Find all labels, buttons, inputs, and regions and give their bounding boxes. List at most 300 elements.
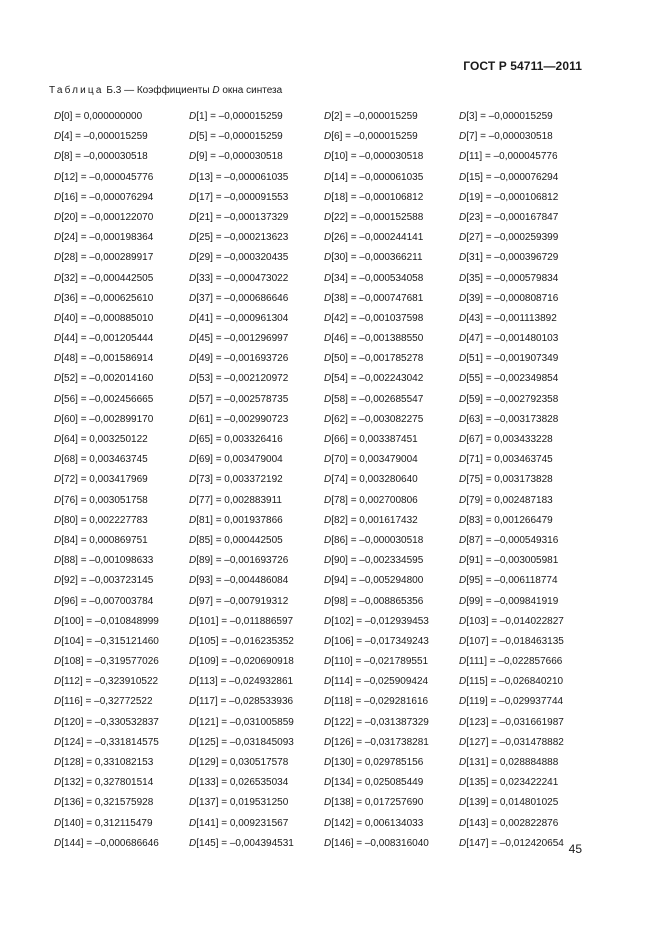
coefficient-cell [189, 776, 324, 796]
coefficient-cell [54, 372, 189, 392]
coefficient-cell [324, 433, 459, 453]
coefficient-symbol: D [54, 615, 62, 627]
coefficient-symbol: D [459, 131, 467, 143]
coefficient-value: [55] = –0,002349854 [466, 373, 559, 385]
coefficient-value: [135] = 0,023422241 [466, 777, 559, 789]
coefficient-value: [124] = –0,331814575 [61, 736, 159, 748]
coefficient-symbol: D [324, 111, 332, 122]
coefficient-value: [90] = –0,002334595 [331, 555, 424, 567]
coefficient-value: [131] = 0,028884888 [466, 757, 559, 768]
coefficient-cell [54, 776, 189, 796]
coefficient-cell [324, 372, 459, 392]
coefficient-value: [112] = –0,323910522 [61, 676, 159, 688]
coefficient-symbol: D [189, 736, 197, 748]
coefficient-value: [46] = –0,001388550 [331, 333, 424, 345]
coefficient-cell [189, 332, 324, 352]
coefficient-value: [146] = –0,008316040 [331, 837, 429, 849]
coefficient-symbol: D [189, 413, 197, 425]
coefficient-cell [189, 473, 324, 493]
coefficient-cell [54, 110, 189, 130]
coefficient-symbol: D [189, 353, 197, 365]
coefficient-value: [34] = –0,000534058 [331, 272, 424, 284]
coefficient-symbol: D [459, 716, 467, 728]
coefficient-symbol: D [189, 393, 197, 405]
coefficient-symbol: D [459, 413, 467, 425]
coefficient-value: [109] = –0,020690918 [196, 656, 294, 668]
coefficient-value: [61] = –0,002990723 [196, 413, 289, 425]
coefficient-value: [115] = –0,026840210 [466, 676, 564, 688]
coefficient-value: [117] = –0,028533936 [196, 696, 294, 708]
coefficient-symbol: D [324, 615, 332, 627]
coefficient-cell [324, 231, 459, 251]
coefficient-symbol: D [54, 272, 62, 284]
coefficient-symbol: D [459, 676, 467, 688]
coefficient-value: [32] = –0,000442505 [61, 272, 154, 284]
coefficient-value: [143] = 0,002822876 [466, 817, 559, 829]
coefficient-symbol: D [459, 393, 467, 405]
coefficient-value: [126] = –0,031738281 [331, 736, 429, 748]
coefficient-value: [37] = –0,000686646 [196, 292, 289, 304]
coefficient-value: [41] = –0,000961304 [196, 312, 289, 324]
coefficient-cell [324, 494, 459, 514]
coefficient-value: [125] = –0,031845093 [196, 736, 294, 748]
coefficient-value: [113] = –0,024932861 [196, 676, 294, 688]
coefficient-symbol: D [459, 817, 467, 829]
coefficient-symbol: D [324, 777, 332, 789]
coefficient-cell [54, 433, 189, 453]
coefficient-value: [43] = –0,001113892 [466, 312, 557, 324]
coefficient-symbol: D [189, 333, 197, 345]
coefficient-cell [54, 171, 189, 191]
coefficient-cell [54, 453, 189, 473]
coefficient-value: [29] = –0,000320435 [196, 252, 289, 264]
coefficient-symbol: D [189, 514, 197, 526]
coefficient-symbol: D [189, 494, 197, 506]
coefficient-symbol: D [54, 312, 62, 324]
coefficient-symbol: D [189, 151, 197, 163]
coefficient-value: [97] = –0,007919312 [196, 595, 289, 607]
page-number: 45 [568, 842, 582, 856]
coefficient-value: [66] = 0,003387451 [331, 434, 418, 445]
coefficient-cell [189, 433, 324, 453]
coefficient-symbol: D [324, 494, 332, 506]
coefficient-cell [189, 817, 324, 837]
coefficient-cell [54, 736, 189, 756]
coefficient-symbol: D [324, 454, 332, 466]
coefficient-cell [324, 695, 459, 715]
coefficient-symbol: D [324, 635, 332, 647]
coefficient-value: [105] = –0,016235352 [196, 635, 294, 647]
coefficient-value: [88] = –0,001098633 [61, 555, 154, 567]
coefficient-value: [73] = 0,003372192 [196, 474, 283, 486]
coefficient-symbol: D [54, 514, 62, 526]
coefficient-cell [54, 595, 189, 615]
coefficient-symbol: D [459, 151, 467, 163]
coefficient-symbol: D [324, 232, 332, 244]
coefficient-symbol: D [324, 474, 332, 486]
coefficient-value: [65] = 0,003326416 [196, 434, 283, 445]
coefficient-value: [107] = –0,018463135 [466, 635, 564, 647]
coefficient-symbol: D [324, 534, 332, 546]
coefficient-symbol: D [324, 514, 332, 526]
coefficient-value: [133] = 0,026535034 [196, 777, 289, 789]
coefficient-symbol: D [189, 555, 197, 567]
coefficient-cell [459, 433, 594, 453]
coefficient-cell [189, 796, 324, 816]
coefficient-symbol: D [54, 353, 62, 365]
coefficient-value: [123] = –0,031661987 [466, 716, 564, 728]
coefficient-cell [189, 171, 324, 191]
coefficient-value: [26] = –0,000244141 [331, 232, 424, 244]
coefficient-value: [144] = –0,000686646 [61, 837, 159, 849]
coefficient-symbol: D [54, 252, 62, 264]
coefficient-cell [189, 494, 324, 514]
coefficient-value: [94] = –0,005294800 [331, 575, 424, 587]
coefficient-symbol: D [54, 474, 62, 486]
coefficient-value: [53] = –0,002120972 [196, 373, 289, 385]
coefficient-value: [96] = –0,007003784 [61, 595, 154, 607]
coefficient-cell [189, 211, 324, 231]
coefficient-value: [116] = –0,32772522 [61, 696, 153, 708]
coefficient-cell [459, 796, 594, 816]
coefficient-symbol: D [459, 333, 467, 345]
coefficient-value: [142] = 0,006134033 [331, 817, 424, 829]
coefficient-symbol: D [189, 474, 197, 486]
coefficient-value: [50] = –0,001785278 [331, 353, 424, 365]
coefficient-cell [324, 352, 459, 372]
coefficient-cell [54, 635, 189, 655]
coefficient-value: [28] = –0,000289917 [61, 252, 154, 264]
coefficient-cell [459, 393, 594, 413]
coefficient-value: [35] = –0,000579834 [466, 272, 559, 284]
coefficient-symbol: D [459, 272, 467, 284]
coefficient-symbol: D [54, 575, 62, 587]
coefficient-value: [119] = –0,029937744 [466, 696, 564, 708]
coefficient-cell [459, 776, 594, 796]
coefficient-symbol: D [54, 151, 62, 163]
coefficient-value: [114] = –0,025909424 [331, 676, 429, 688]
coefficient-value: [39] = –0,000808716 [466, 292, 559, 304]
coefficient-symbol: D [189, 373, 197, 385]
coefficient-value: [57] = –0,002578735 [196, 393, 289, 405]
coefficient-symbol: D [324, 434, 332, 445]
coefficient-cell [54, 837, 189, 857]
coefficient-symbol: D [54, 595, 62, 607]
coefficient-symbol: D [324, 716, 332, 728]
coefficient-symbol: D [459, 777, 467, 789]
coefficient-value: [127] = –0,031478882 [466, 736, 564, 748]
coefficient-symbol: D [324, 696, 332, 708]
coefficient-value: [82] = 0,001617432 [331, 514, 418, 526]
coefficient-cell [324, 615, 459, 635]
coefficient-value: [121] = –0,031005859 [196, 716, 294, 728]
coefficient-symbol: D [324, 252, 332, 264]
coefficient-cell [324, 453, 459, 473]
coefficient-cell [54, 473, 189, 493]
caption-number: Б.3 — Коэффициенты [103, 85, 213, 96]
coefficient-cell [459, 352, 594, 372]
coefficient-value: [36] = –0,000625610 [61, 292, 154, 304]
coefficient-cell [189, 191, 324, 211]
coefficient-cell [459, 817, 594, 837]
coefficient-value: [92] = –0,003723145 [61, 575, 154, 587]
coefficient-cell [324, 272, 459, 292]
coefficient-cell [189, 110, 324, 130]
coefficient-cell [459, 534, 594, 554]
coefficient-symbol: D [324, 353, 332, 365]
coefficient-symbol: D [459, 111, 467, 122]
coefficient-value: [44] = –0,001205444 [61, 333, 154, 345]
coefficient-symbol: D [324, 575, 332, 587]
coefficient-cell [54, 231, 189, 251]
coefficient-symbol: D [324, 555, 332, 567]
coefficient-symbol: D [54, 191, 62, 203]
coefficient-symbol: D [459, 494, 467, 506]
coefficient-symbol: D [459, 514, 467, 526]
coefficient-cell [459, 595, 594, 615]
coefficient-cell [54, 514, 189, 534]
coefficient-symbol: D [189, 817, 197, 829]
coefficient-cell [459, 231, 594, 251]
coefficient-symbol: D [189, 111, 197, 122]
coefficient-cell [54, 695, 189, 715]
coefficient-value: [134] = 0,025085449 [331, 777, 424, 789]
coefficient-value: [8] = –0,000030518 [61, 151, 148, 163]
coefficient-cell [324, 796, 459, 816]
coefficient-symbol: D [54, 333, 62, 345]
coefficient-value: [20] = –0,000122070 [61, 211, 154, 223]
caption-suffix: окна синтеза [219, 85, 283, 96]
coefficient-cell [324, 595, 459, 615]
coefficient-cell [459, 473, 594, 493]
coefficient-value: [110] = –0,021789551 [331, 656, 429, 668]
coefficient-symbol: D [189, 272, 197, 284]
coefficient-symbol: D [189, 797, 197, 809]
coefficient-symbol: D [54, 837, 62, 849]
coefficient-value: [40] = –0,000885010 [61, 312, 154, 324]
coefficient-value: [38] = –0,000747681 [331, 292, 424, 304]
coefficient-value: [102] = –0,012939453 [331, 615, 429, 627]
coefficient-cell [189, 312, 324, 332]
coefficient-cell [189, 251, 324, 271]
coefficient-value: [33] = –0,000473022 [196, 272, 289, 284]
coefficient-symbol: D [324, 676, 332, 688]
coefficient-cell [324, 292, 459, 312]
coefficient-symbol: D [189, 575, 197, 587]
coefficient-symbol: D [54, 292, 62, 304]
coefficient-cell [54, 756, 189, 776]
coefficient-cell [189, 574, 324, 594]
coefficient-cell [459, 251, 594, 271]
coefficient-symbol: D [189, 454, 197, 466]
coefficient-value: [111] = –0,022857666 [466, 656, 563, 668]
coefficient-cell [54, 655, 189, 675]
coefficient-cell [459, 110, 594, 130]
coefficient-cell [324, 655, 459, 675]
coefficient-cell [459, 130, 594, 150]
coefficient-symbol: D [54, 555, 62, 567]
coefficient-cell [54, 332, 189, 352]
coefficient-value: [2] = –0,000015259 [331, 111, 418, 122]
coefficient-symbol: D [324, 191, 332, 203]
coefficient-cell [54, 574, 189, 594]
coefficient-value: [6] = –0,000015259 [331, 131, 418, 143]
coefficient-cell [54, 817, 189, 837]
coefficient-symbol: D [189, 595, 197, 607]
coefficient-cell [54, 191, 189, 211]
coefficient-cell [324, 635, 459, 655]
coefficient-value: [98] = –0,008865356 [331, 595, 424, 607]
coefficient-symbol: D [459, 312, 467, 324]
coefficient-value: [139] = 0,014801025 [466, 797, 559, 809]
coefficient-cell [459, 574, 594, 594]
coefficient-symbol: D [324, 373, 332, 385]
coefficient-value: [0] = 0,000000000 [61, 111, 143, 122]
coefficient-cell [324, 332, 459, 352]
coefficient-symbol: D [324, 817, 332, 829]
coefficient-cell [189, 716, 324, 736]
coefficient-cell [54, 716, 189, 736]
coefficient-value: [17] = –0,000091553 [196, 191, 289, 203]
coefficient-cell [54, 130, 189, 150]
coefficient-symbol: D [324, 413, 332, 425]
coefficient-cell [54, 675, 189, 695]
coefficient-value: [118] = –0,029281616 [331, 696, 429, 708]
coefficient-value: [15] = –0,000076294 [466, 171, 559, 183]
coefficient-symbol: D [189, 635, 197, 647]
caption-symbol: D [212, 85, 220, 96]
coefficient-value: [140] = 0,312115479 [61, 817, 153, 829]
coefficient-symbol: D [54, 494, 62, 506]
coefficient-cell [189, 413, 324, 433]
coefficient-cell [324, 534, 459, 554]
coefficient-value: [122] = –0,031387329 [331, 716, 429, 728]
coefficient-symbol: D [324, 393, 332, 405]
coefficient-value: [75] = 0,003173828 [466, 474, 553, 486]
coefficient-symbol: D [459, 353, 467, 365]
coefficient-value: [67] = 0,003433228 [466, 434, 553, 445]
coefficient-value: [83] = 0,001266479 [466, 514, 553, 526]
coefficient-symbol: D [189, 131, 197, 143]
coefficient-symbol: D [54, 413, 62, 425]
coefficient-value: [31] = –0,000396729 [466, 252, 559, 264]
caption-label: Таблица [49, 85, 104, 96]
coefficient-cell [189, 393, 324, 413]
coefficient-symbol: D [324, 211, 332, 223]
coefficient-value: [30] = –0,000366211 [331, 252, 423, 264]
coefficient-value: [13] = –0,000061035 [196, 171, 289, 183]
coefficient-symbol: D [459, 696, 467, 708]
coefficient-value: [27] = –0,000259399 [466, 232, 559, 244]
coefficient-value: [104] = –0,315121460 [61, 635, 159, 647]
coefficient-cell [54, 413, 189, 433]
coefficient-symbol: D [54, 716, 62, 728]
coefficient-value: [56] = –0,002456665 [61, 393, 154, 405]
coefficient-cell [324, 817, 459, 837]
coefficient-symbol: D [189, 777, 197, 789]
coefficient-cell [459, 413, 594, 433]
coefficient-value: [52] = –0,002014160 [61, 373, 154, 385]
coefficient-value: [58] = –0,002685547 [331, 393, 424, 405]
coefficient-cell [459, 635, 594, 655]
coefficient-value: [138] = 0,017257690 [331, 797, 424, 809]
coefficient-cell [324, 574, 459, 594]
coefficient-cell [459, 332, 594, 352]
coefficient-value: [49] = –0,001693726 [196, 353, 289, 365]
coefficient-symbol: D [54, 534, 62, 546]
coefficient-cell [459, 514, 594, 534]
coefficient-value: [45] = –0,001296997 [196, 333, 289, 345]
coefficient-symbol: D [189, 171, 197, 183]
coefficient-cell [459, 272, 594, 292]
coefficient-value: [103] = –0,014022827 [466, 615, 564, 627]
coefficient-cell [189, 615, 324, 635]
coefficient-value: [76] = 0,003051758 [61, 494, 148, 506]
coefficient-cell [189, 292, 324, 312]
coefficient-symbol: D [459, 171, 467, 183]
coefficient-value: [71] = 0,003463745 [466, 454, 553, 466]
coefficient-value: [70] = 0,003479004 [331, 454, 418, 466]
coefficient-value: [68] = 0,003463745 [61, 454, 148, 466]
coefficient-symbol: D [459, 575, 467, 587]
coefficient-value: [12] = –0,000045776 [61, 171, 154, 183]
coefficient-symbol: D [459, 555, 467, 567]
coefficient-symbol: D [324, 595, 332, 607]
coefficient-cell [189, 130, 324, 150]
coefficient-value: [9] = –0,000030518 [196, 151, 283, 163]
coefficient-symbol: D [459, 191, 467, 203]
coefficient-value: [93] = –0,004486084 [196, 575, 289, 587]
coefficient-cell [459, 372, 594, 392]
coefficient-symbol: D [459, 757, 467, 768]
coefficient-value: [64] = 0,003250122 [61, 434, 148, 445]
coefficient-value: [120] = –0,330532837 [61, 716, 159, 728]
coefficient-cell [324, 191, 459, 211]
coefficient-value: [78] = 0,002700806 [331, 494, 418, 506]
coefficient-cell [189, 655, 324, 675]
coefficient-symbol: D [459, 837, 467, 849]
coefficient-cell [189, 736, 324, 756]
coefficient-cell [459, 292, 594, 312]
coefficient-symbol: D [189, 676, 197, 688]
coefficient-symbol: D [189, 434, 197, 445]
coefficient-cell [189, 231, 324, 251]
coefficients-table [54, 110, 594, 857]
coefficient-symbol: D [189, 232, 197, 244]
coefficient-symbol: D [54, 211, 62, 223]
coefficient-value: [11] = –0,000045776 [466, 151, 558, 163]
coefficient-cell [54, 554, 189, 574]
coefficient-cell [324, 837, 459, 857]
coefficient-cell [54, 292, 189, 312]
coefficient-value: [106] = –0,017349243 [331, 635, 429, 647]
coefficient-value: [80] = 0,002227783 [61, 514, 148, 526]
coefficient-cell [459, 494, 594, 514]
coefficient-value: [16] = –0,000076294 [61, 191, 154, 203]
coefficient-cell [324, 312, 459, 332]
coefficient-value: [136] = 0,321575928 [61, 797, 154, 809]
coefficient-value: [77] = 0,002883911 [196, 494, 282, 506]
coefficient-value: [81] = 0,001937866 [196, 514, 283, 526]
coefficient-symbol: D [189, 696, 197, 708]
coefficient-symbol: D [54, 434, 62, 445]
coefficient-cell [189, 635, 324, 655]
coefficient-symbol: D [189, 656, 197, 668]
coefficient-cell [189, 352, 324, 372]
coefficient-value: [91] = –0,003005981 [466, 555, 559, 567]
coefficient-symbol: D [459, 211, 467, 223]
coefficient-value: [132] = 0,327801514 [61, 777, 154, 789]
